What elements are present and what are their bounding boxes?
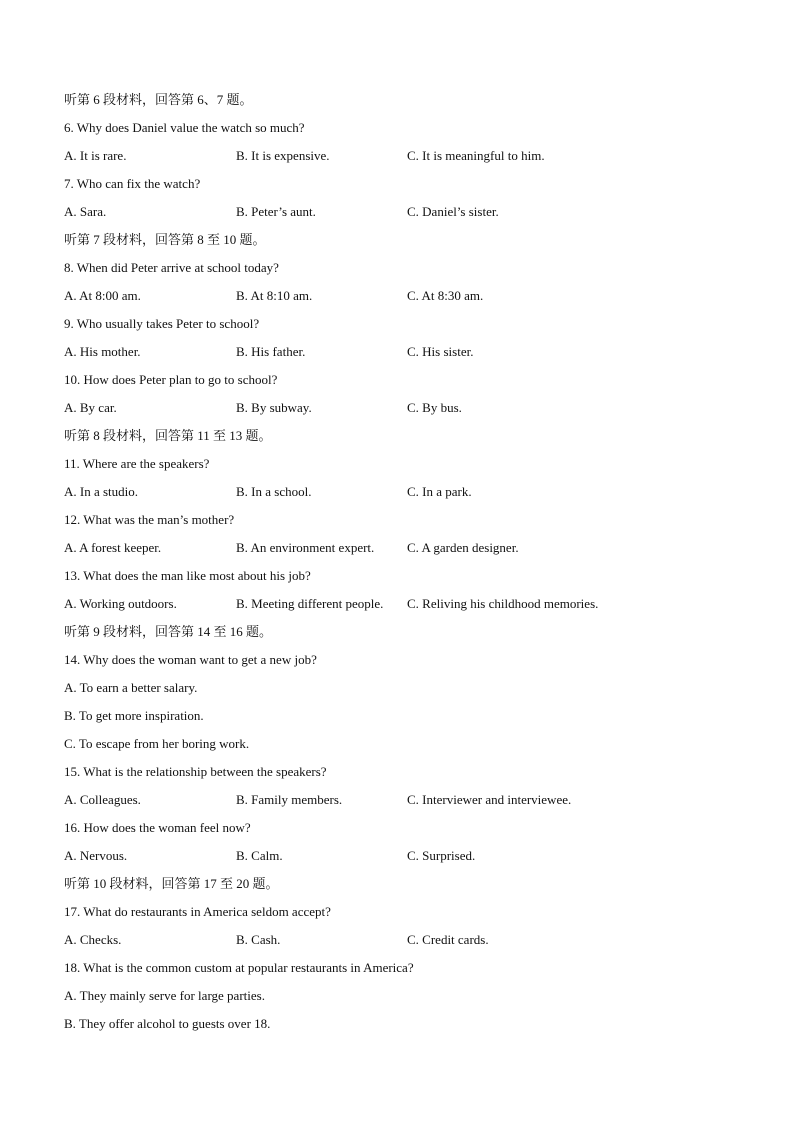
option-b: B. In a school. [236,484,312,499]
option-a: A. A forest keeper. [64,540,162,555]
option-b: B. By subway. [236,400,312,415]
section-heading: 听第 7 段材料，回答第 8 至 10 题。 [64,232,266,247]
option-b: B. Calm. [236,848,283,863]
question-stem: 12. What was the man’s mother? [64,512,235,527]
question-stem: 17. What do restaurants in America seldom accept? [64,904,331,919]
option-a: A. Sara. [64,204,107,219]
question-stem: 13. What does the man like most about his job? [64,568,311,583]
option-c: C. Daniel’s sister. [407,204,499,219]
option-b: B. An environment expert. [236,540,375,555]
option-a: A. Working outdoors. [64,596,177,611]
option-c: C. Credit cards. [407,932,489,947]
option-a: A. Checks. [64,932,122,947]
option-a: A. At 8:00 am. [64,288,141,303]
question-stem: 15. What is the relationship between the speakers? [64,764,327,779]
question-stem: 9. Who usually takes Peter to school? [64,316,260,331]
question-stem: 18. What is the common custom at popular restaurants in America? [64,960,414,975]
question-stem: 14. Why does the woman want to get a new job? [64,652,317,667]
option-c: C. At 8:30 am. [407,288,484,303]
option-b: B. It is expensive. [236,148,330,163]
option-c: C. In a park. [407,484,472,499]
option-b: B. They offer alcohol to guests over 18. [64,1016,271,1031]
option-b: B. At 8:10 am. [236,288,313,303]
option-c: C. Surprised. [407,848,476,863]
option-b: B. To get more inspiration. [64,708,204,723]
option-b: B. His father. [236,344,306,359]
option-c: C. A garden designer. [407,540,519,555]
option-c: C. By bus. [407,400,462,415]
question-stem: 8. When did Peter arrive at school today? [64,260,279,275]
option-b: B. Family members. [236,792,343,807]
option-c: C. Interviewer and interviewee. [407,792,572,807]
question-stem: 11. Where are the speakers? [64,456,210,471]
option-a: A. It is rare. [64,148,127,163]
option-a: A. Colleagues. [64,792,141,807]
option-a: A. Nervous. [64,848,128,863]
section-heading: 听第 10 段材料，回答第 17 至 20 题。 [64,876,279,891]
option-a: A. In a studio. [64,484,139,499]
section-heading: 听第 8 段材料，回答第 11 至 13 题。 [64,428,272,443]
question-stem: 10. How does Peter plan to go to school? [64,372,278,387]
option-b: B. Meeting different people. [236,596,384,611]
question-stem: 16. How does the woman feel now? [64,820,251,835]
option-b: B. Peter’s aunt. [236,204,316,219]
option-c: C. To escape from her boring work. [64,736,250,751]
section-heading: 听第 9 段材料，回答第 14 至 16 题。 [64,624,273,639]
option-a: A. They mainly serve for large parties. [64,988,265,1003]
option-c: C. It is meaningful to him. [407,148,545,163]
option-b: B. Cash. [236,932,281,947]
option-c: C. Reliving his childhood memories. [407,596,599,611]
option-a: A. His mother. [64,344,141,359]
question-stem: 7. Who can fix the watch? [64,176,201,191]
section-heading: 听第 6 段材料，回答第 6、7 题。 [64,92,253,107]
option-a: A. To earn a better salary. [64,680,198,695]
option-a: A. By car. [64,400,117,415]
option-c: C. His sister. [407,344,474,359]
question-stem: 6. Why does Daniel value the watch so much? [64,120,305,135]
